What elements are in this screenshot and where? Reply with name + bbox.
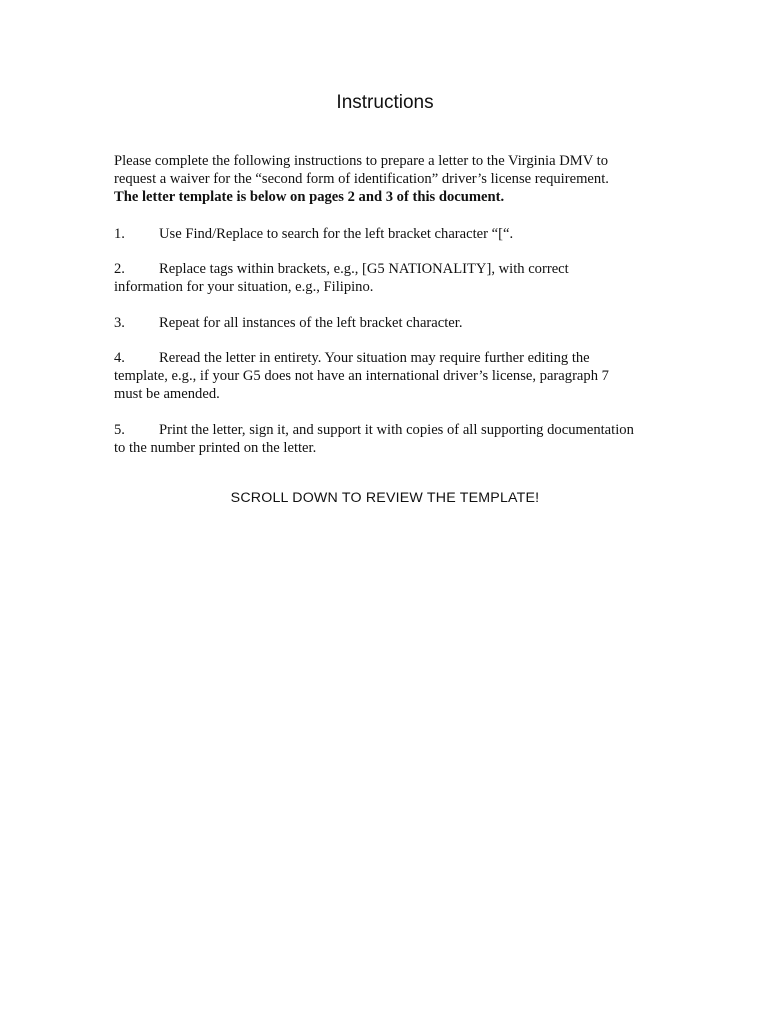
step-number: 4.	[114, 350, 125, 366]
intro-bold-line: The letter template is below on pages 2 and 3 of this document.	[114, 189, 505, 205]
step-4	[114, 349, 662, 403]
intro-line: request a waiver for the “second form of identification” driver’s license requirement.	[114, 171, 609, 187]
step-line	[114, 314, 662, 332]
step-continuation: information for your situation, e.g., Filipino.	[114, 279, 374, 295]
intro-paragraph	[114, 152, 662, 206]
step-text: Use Find/Replace to search for the left bracket character “[“.	[159, 226, 514, 242]
scroll-down-note: SCROLL DOWN TO REVIEW THE TEMPLATE!	[230, 490, 540, 506]
step-line	[114, 260, 662, 278]
step-number: 5.	[114, 422, 125, 438]
step-line	[114, 225, 662, 243]
step-text: Replace tags within brackets, e.g., [G5 NATIONALITY], with correct	[159, 261, 569, 277]
step-number: 1.	[114, 226, 125, 242]
step-2	[114, 260, 662, 296]
step-continuation: template, e.g., if your G5 does not have an international driver’s license, paragraph 7	[114, 368, 609, 384]
step-line	[114, 349, 662, 367]
step-number: 2.	[114, 261, 125, 277]
step-number: 3.	[114, 315, 125, 331]
step-text: Print the letter, sign it, and support it with copies of all supporting documentation	[159, 422, 634, 438]
step-continuation: must be amended.	[114, 386, 220, 402]
step-line	[114, 421, 662, 439]
intro-line: Please complete the following instructions to prepare a letter to the Virginia DMV to	[114, 153, 608, 169]
step-continuation: to the number printed on the letter.	[114, 440, 317, 456]
step-3	[114, 314, 662, 332]
step-text: Repeat for all instances of the left bracket character.	[159, 315, 463, 331]
page-title: Instructions	[336, 92, 434, 113]
step-5	[114, 421, 662, 457]
step-text: Reread the letter in entirety. Your situation may require further editing the	[159, 350, 590, 366]
step-1	[114, 225, 662, 243]
